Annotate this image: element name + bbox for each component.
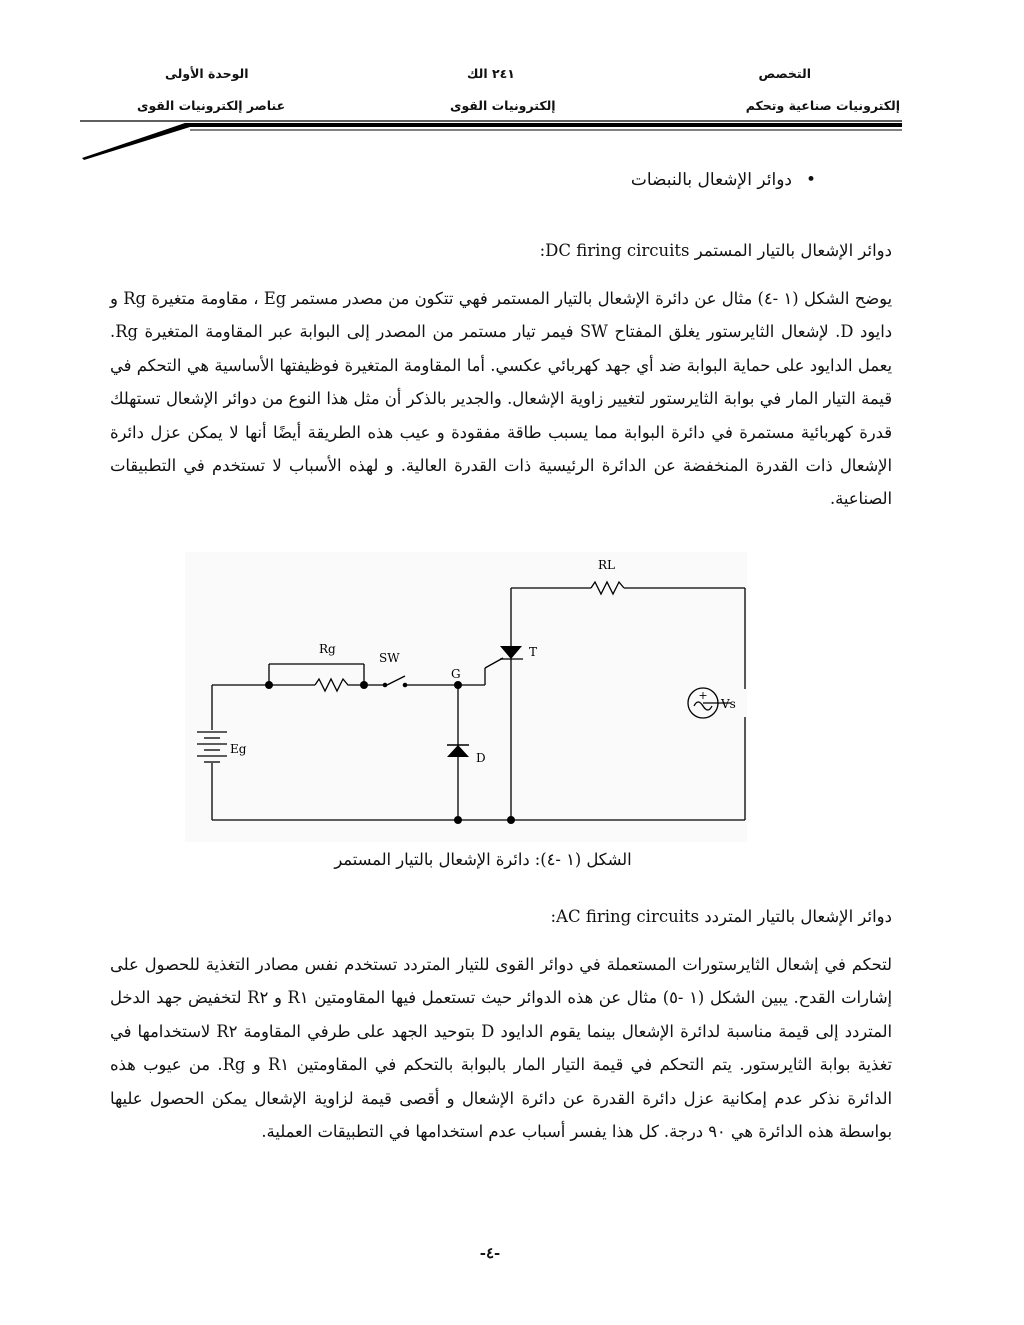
ac-section-paragraph: لتحكم في إشعال الثايرستورات المستعملة في دوائر القوى للتيار المتردد تستخدم نفس مصادر التغذية للحصول على إشارات القدح. يبين الشكل (١ -٥) مثال عن هذه الدوائر حيث تستعمل فيها المقاومتين R١ و R٢ لتخفيض جهد الدخل المتردد إلى قيمة مناسبة لدائرة الإشعال بينما يقوم الدايود D بتوحيد الجهد على طرفي المقاومة R٢ لاستخدامها في تغذية بوابة الثايرستور. يتم التحكم في قيمة التيار المار بالبوابة بالتحكم في المقاومتين R١ و Rg. من عيوب هذه الدائرة نذكر عدم إمكانية عزل دائرة القدرة عن دائرة الإشعال و أقصى قيمة لزاوية الإشعال يمكن الحصول عليها بواسطة هذه الدائرة هي ٩٠ درجة. كل هذا يفسر أسباب عدم استخدامها في التطبيقات العملية. [110,955,892,1142]
bullet-dot: • [805,170,816,190]
label-rl: RL [598,558,616,572]
label-g: G [451,667,461,681]
label-t: T [529,645,538,659]
header-specialization-label: التخصص [758,66,811,81]
header-specialization-value: إلكترونيات صناعية وتحكم [745,98,900,113]
bullet-item [631,170,816,190]
dc-section-paragraph: يوضح الشكل (١ -٤) مثال عن دائرة الإشعال بالتيار المستمر فهي تتكون من مصدر مستمر Eg ، مقاومة متغيرة Rg و دايود D. لإشعال الثايرستور يغلق المفتاح SW فيمر تيار مستمر من المصدر إلى البوابة عبر المقاومة المتغيرة Rg. يعمل الدايود على حماية البوابة ضد أي جهد كهربائي عكسي. أما المقاومة المتغيرة فوظيفتها الأساسية هي التحكم في قيمة التيار المار في بوابة الثايرستور لتغيير زاوية الإشعال. والجدير بالذكر أن مثل هذا النوع من دوائر الإشعال تستهلك قدرة كهربائية مستمرة في دائرة البوابة مما يسبب طاقة مفقودة و عيب هذه الطريقة أيضًا أنها لا يمكن عزل دائرة الإشعال ذات القدرة المنخفضة عن الدائرة الرئيسية ذات القدرة العالية. و لهذه الأسباب لا تستخدم في التطبيقات الصناعية. [110,289,893,509]
header-rule [80,118,902,162]
header-course-name: إلكترونيات القوى [450,98,556,113]
label-sw: SW [379,651,400,665]
label-vs: Vs [721,697,736,711]
figure-caption: الشكل (١ -٤): دائرة الإشعال بالتيار المستمر [334,850,632,869]
label-eg: Eg [230,742,247,756]
page-number: -٤- [479,1244,501,1262]
dc-section-heading: دوائر الإشعال بالتيار المستمر DC firing circuits: [539,241,892,260]
header-unit-label: الوحدة الأولى [165,66,249,81]
bullet-text: دوائر الإشعال بالنبضات [630,170,792,190]
header-unit-title: عناصر إلكترونيات القوى [137,98,286,113]
circuit-background [185,552,747,842]
ac-section-heading: دوائر الإشعال بالتيار المتردد AC firing circuits: [550,907,892,926]
svg-text:+: + [698,689,708,702]
dc-firing-circuit-diagram [185,552,747,842]
header-course-code: ٢٤١ الك [467,66,515,81]
label-d: D [476,751,486,765]
label-rg: Rg [319,642,336,656]
